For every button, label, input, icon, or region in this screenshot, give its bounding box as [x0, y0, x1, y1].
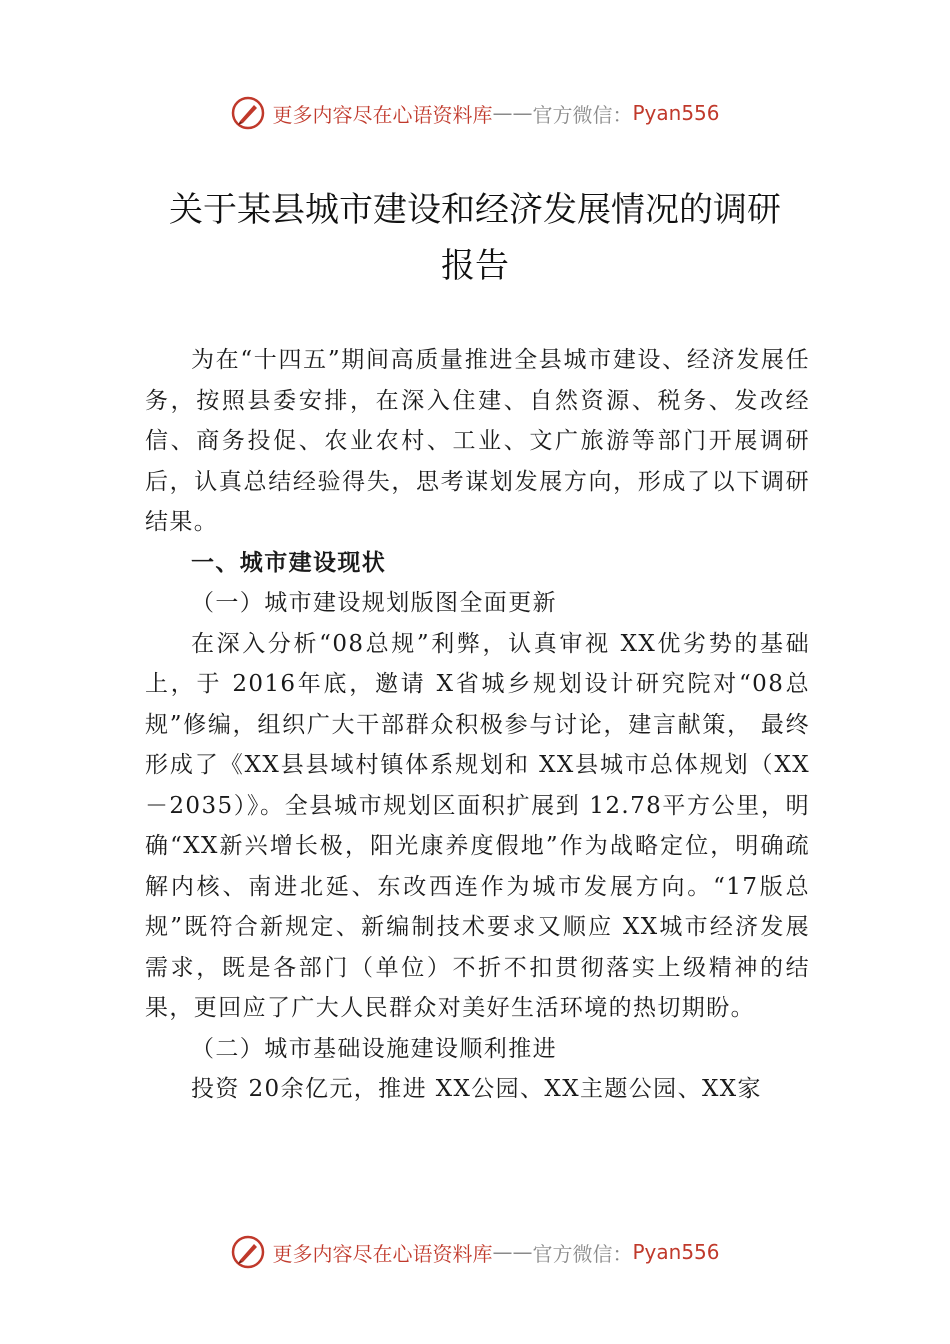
subsection-2-paragraph: 投资 20余亿元，推进 XX公园、XX主题公园、XX家	[191, 1076, 762, 1102]
watermark-wechat-label: 官方微信：	[532, 1241, 633, 1266]
subsection-2-heading: （二）城市基础设施建设顺利推进	[191, 1035, 557, 1062]
watermark-wechat-label: 官方微信：	[532, 102, 633, 127]
watermark-banner-bottom	[0, 1232, 950, 1272]
watermark-separator: ——	[492, 1240, 533, 1264]
subsection-1-heading: （一）城市建设规划版图全面更新	[191, 590, 557, 616]
document-body	[145, 340, 810, 1110]
watermark-separator: ——	[492, 101, 533, 125]
watermark-wechat-id: Pyan556	[632, 101, 720, 125]
watermark-text: 更多内容尽在心语资料库	[272, 102, 493, 127]
pen-logo-icon	[230, 1234, 266, 1270]
document-title	[100, 182, 850, 294]
intro-paragraph: 为在“十四五”期间高质量推进全县城市建设、经济发展任务，按照县委安排，在深入住建、自然资源、税务、发改经信、商务投促、农业农村、工业、文广旅游等部门开展调研后，认真总结经验得失，思考谋划发展方向，形成了以下调研结果。	[145, 347, 810, 535]
title-line-2: 报告	[441, 246, 509, 286]
subsection-1-paragraph: 在深入分析“08总规”利弊，认真审视 XX优劣势的基础上，于 2016年底，邀请 X省城乡规划设计研究院对“08总规”修编，组织广大干部群众积极参与讨论，建言献策， 最终形成了《XX县县域村镇体系规划和 XX县城市总体规划（XX－2035）》。全县城市规划区面积扩展到 12.78平方公里，明确“XX新兴增长极，阳光康养度假地”作为战略定位，明确疏解内核、南进北延、东改西连作为城市发展方向。“17版总规”既符合新规定、新编制技术要求又顺应 XX城市经济发展需求，既是各部门（单位）不折不扣贯彻落实上级精神的结果，更回应了广大人民群众对美好生活环境的热切期盼。	[145, 630, 810, 1021]
watermark-wechat-id: Pyan556	[632, 1240, 720, 1264]
section-1-heading: 一、城市建设现状	[191, 549, 387, 576]
watermark-banner-top	[0, 93, 950, 133]
watermark-text: 更多内容尽在心语资料库	[272, 1241, 493, 1266]
pen-logo-icon	[230, 95, 266, 131]
title-line-1: 关于某县城市建设和经济发展情况的调研	[169, 190, 781, 230]
